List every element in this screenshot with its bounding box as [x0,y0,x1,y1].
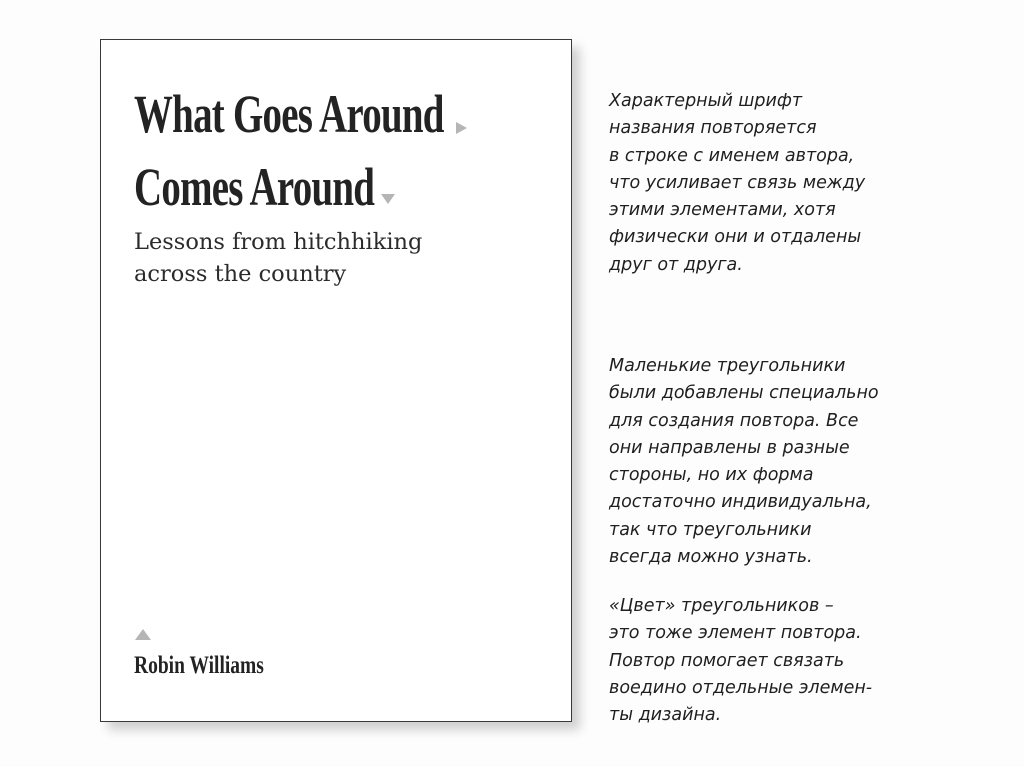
note-triangles: Маленькие треугольники были добавлены специально для создания повтора. Все они направлены в разные стороны, но их форма достаточно индивидуальна, так что треугольники всегда можно узнать. [609,356,879,568]
cover-subtitle [134,226,422,290]
cover-subtitle-line-2: across the country [134,261,347,287]
triangle-right-icon [456,122,467,134]
triangle-down-icon [381,194,395,204]
cover-title-line-1: What Goes Around [134,84,444,144]
note-typeface-repetition: Характерный шрифт названия повторяется в строке с именем автора, что усиливает связь между этими элементами, хотя физически они и отдалены друг от друга. [609,91,866,275]
triangle-up-icon [135,629,151,640]
cover-author: Robin Williams [134,652,264,679]
cover-title-line-2: Comes Around [134,157,375,217]
cover-subtitle-line-1: Lessons from hitchhiking [134,229,423,255]
note-triangle-color: «Цвет» треугольников – это тоже элемент повтора. Повтор помогает связать воедино отдельные элемен- ты дизайна. [609,596,873,726]
book-cover [100,39,572,722]
